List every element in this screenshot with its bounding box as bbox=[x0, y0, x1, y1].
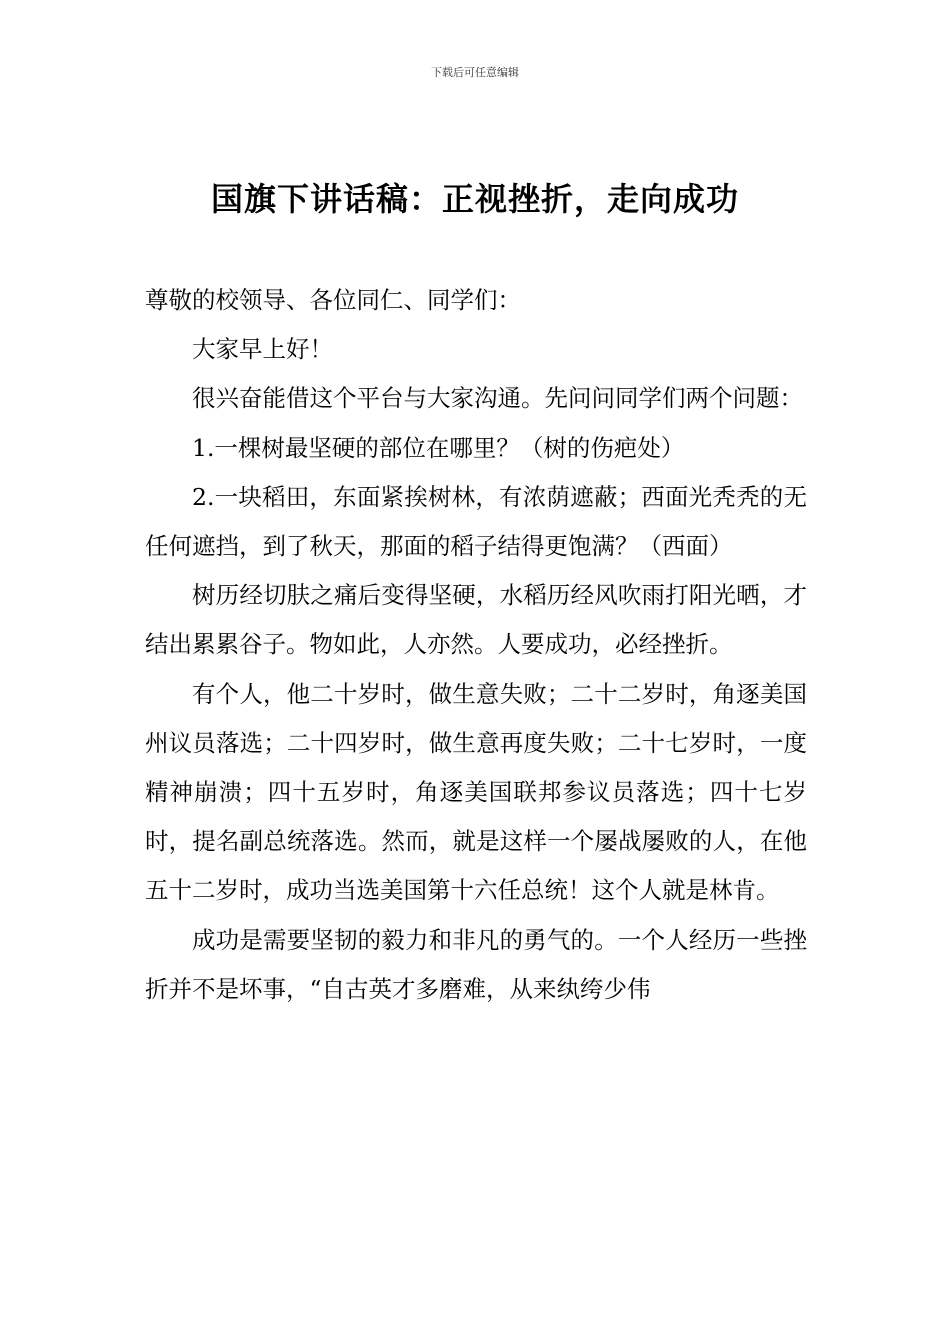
paragraph-question-1: 1.一棵树最坚硬的部位在哪里？（树的伤疤处） bbox=[192, 433, 685, 462]
document-body bbox=[145, 276, 807, 1014]
header-note: 下载后可任意编辑 bbox=[431, 66, 519, 79]
paragraph-question-2: 2.一块稻田，东面紧挨树林，有浓荫遮蔽；西面光秃秃的无任何遮挡，到了秋天，那面的稻子结得更饱满？（西面） bbox=[145, 482, 807, 561]
paragraph-courage: 成功是需要坚韧的毅力和非凡的勇气的。一个人经历一些挫折并不是坏事，“自古英才多磨难，从来纨绔少伟 bbox=[145, 925, 807, 1003]
salutation: 尊敬的校领导、各位同仁、同学们： bbox=[145, 286, 521, 314]
document-title: 国旗下讲话稿：正视挫折，走向成功 bbox=[210, 180, 739, 218]
paragraph-lincoln: 有个人，他二十岁时，做生意失败；二十二岁时，角逐美国州议员落选；二十四岁时，做生意再度失败；二十七岁时，一度精神崩溃；四十五岁时，角逐美国联邦参议员落选；四十七岁时，提名副总统落选。然而，就是这样一个屡战屡败的人，在他五十二岁时，成功当选美国第十六任总统！这个人就是林肯。 bbox=[145, 679, 807, 905]
paragraph-intro: 很兴奋能借这个平台与大家沟通。先问问同学们两个问题： bbox=[192, 384, 803, 413]
paragraph-lesson: 树历经切肤之痛后变得坚硬，水稻历经风吹雨打阳光晒，才结出累累谷子。物如此，人亦然。人要成功，必经挫折。 bbox=[145, 581, 807, 659]
paragraph-greeting: 大家早上好！ bbox=[192, 335, 333, 364]
